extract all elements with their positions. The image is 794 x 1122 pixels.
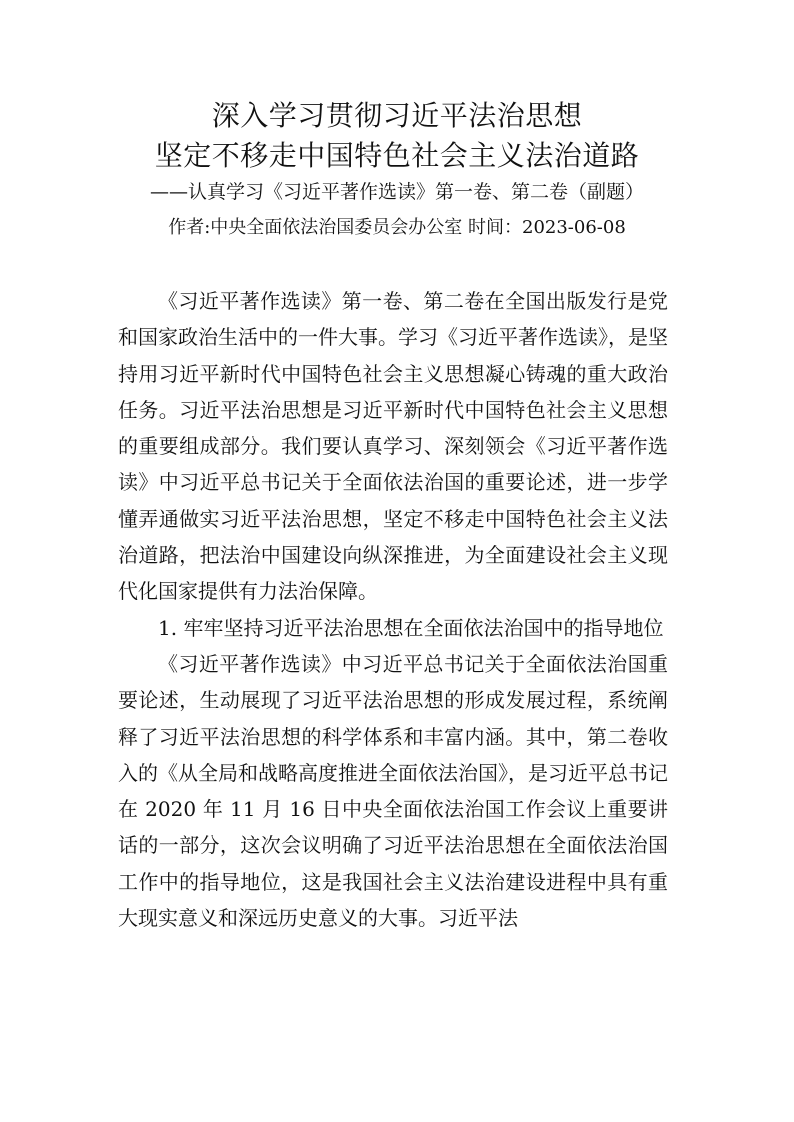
article-body (118, 283, 668, 936)
paragraph-section-1: 《习近平著作选读》中习近平总书记关于全面依法治国重要论述，生动展现了习近平法治思想的形成发展过程，系统阐释了习近平法治思想的科学体系和丰富内涵。其中，第二卷收入的《从全局和战略高度推进全面依法治国》，是习近平总书记在 2020 年 11 月 16 日中央全面依法治国工作会议上重要讲话的一部分，这次会议明确了习近平法治思想在全面依法治国工作中的指导地位，这是我国社会主义法治建设进程中具有重大现实意义和深远历史意义的大事。习近平法 (118, 651, 668, 931)
title-line-2: 坚定不移走中国特色社会主义法治道路 (154, 139, 640, 172)
section-heading-1: 1. 牢牢坚持习近平法治思想在全面依法治国中的指导地位 (158, 615, 664, 640)
subtitle: ——认真学习《习近平著作选读》第一卷、第二卷（副题） (149, 181, 644, 203)
title-block (0, 96, 794, 244)
title-line-1: 深入学习贯彻习近平法治思想 (211, 99, 583, 132)
byline: 作者:中央全面依法治国委员会办公室 时间：2023-06-08 (168, 217, 626, 238)
paragraph-intro: 《习近平著作选读》第一卷、第二卷在全国出版发行是党和国家政治生活中的一件大事。学习《习近平著作选读》，是坚持用习近平新时代中国特色社会主义思想凝心铸魂的重大政治任务。习近平法治思想是习近平新时代中国特色社会主义思想的重要组成部分。我们要认真学习、深刻领会《习近平著作选读》中习近平总书记关于全面依法治国的重要论述，进一步学懂弄通做实习近平法治思想，坚定不移走中国特色社会主义法治道路，把法治中国建设向纵深推进，为全面建设社会主义现代化国家提供有力法治保障。 (118, 289, 668, 604)
